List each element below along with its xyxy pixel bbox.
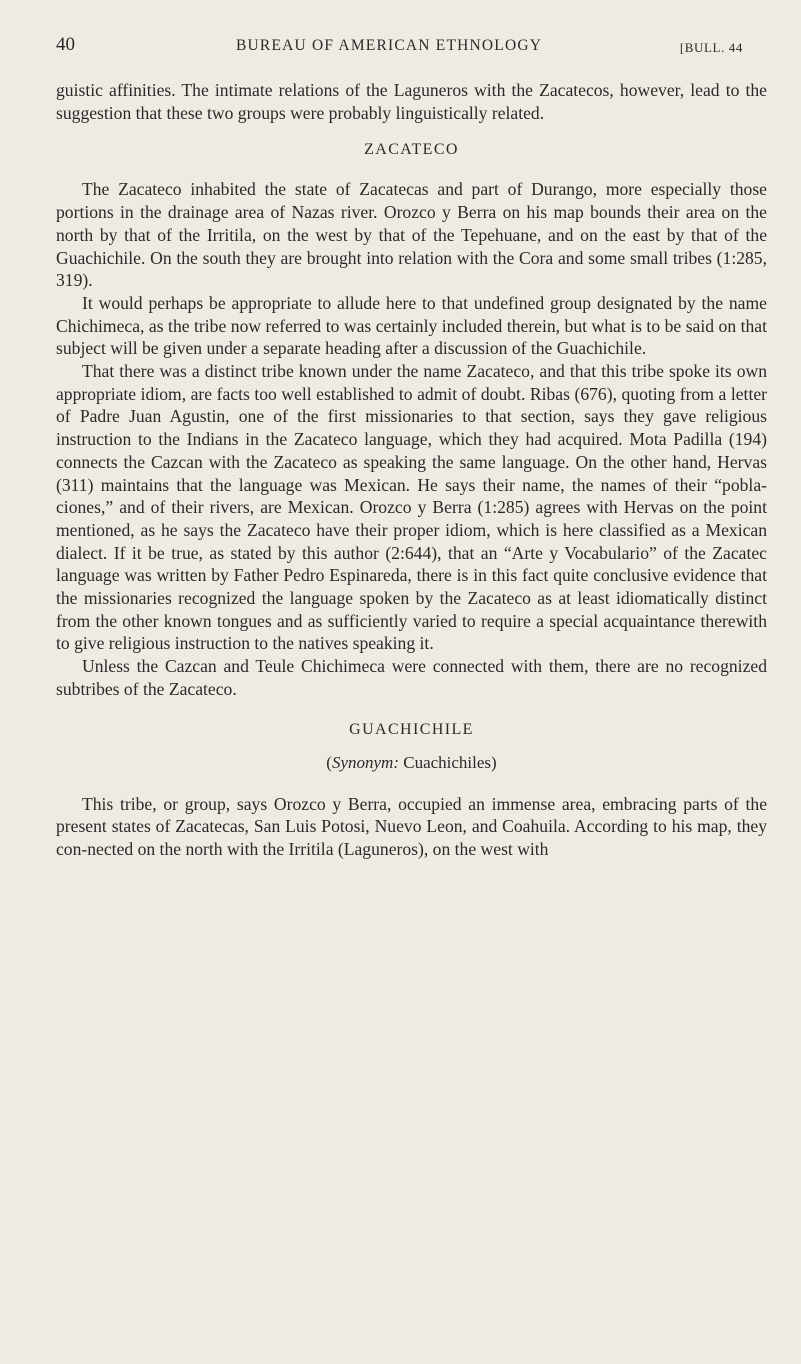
bulletin-reference: [BULL. 44 xyxy=(679,40,743,55)
intro-paragraph: guistic affinities. The intimate relations of the Laguneros with the Zacatecos, however, lead to the suggestion that these two groups were probably linguistically related. xyxy=(56,80,767,123)
synonym-value: Cuachichiles xyxy=(403,752,492,772)
section-title-guachichile: GUACHICHILE xyxy=(349,720,474,738)
guachichile-paragraph: This tribe, or group, says Orozco y Berra, occupied an immense area, embracing parts of the present states of Zacatecas, San Luis Potosi, Nuevo Leon, and Coahuila. According to his map, they con-nected on the north with the Irritila (Laguneros), on the west with xyxy=(56,793,767,859)
running-head: BUREAU OF AMERICAN ETHNOLOGY xyxy=(236,37,543,54)
zacateco-paragraph: It would perhaps be appropriate to allude here to that undefined group designated by the name Chichimeca, as the tribe now referred to was certainly included therein, but what is to be said on that subject will be given under a separate heading after a discussion of the Guachichile. xyxy=(56,292,767,359)
page-header xyxy=(56,34,765,60)
synonym-line: (Synonym: Cuachichiles) xyxy=(326,752,497,772)
zacateco-paragraph: The Zacateco inhabited the state of Zacatecas and part of Durango, more especially those portions in the drainage area of Nazas river. Orozco y Berra on his map bounds their area on the north by that of the Irritila, on the west by that of the Tepehuane, and on the east by that of the Guachichile. On the south they are brought into relation with the Cora and some small tribes (1:285, 319). xyxy=(56,179,767,291)
page-number: 40 xyxy=(56,34,75,55)
zacateco-paragraph: Unless the Cazcan and Teule Chichimeca were connected with them, there are no recognized subtribes of the Zacateco. xyxy=(56,656,767,699)
synonym-label: Synonym: xyxy=(331,752,399,772)
page-body xyxy=(56,79,767,861)
zacateco-paragraph: That there was a distinct tribe known under the name Zacateco, and that this tribe spoke its own appropriate idiom, are facts too well established to admit of doubt. Ribas (676), quoting from a letter of Padre Juan Agustin, one of the first missionaries to that section, says they gave religious instruction to the Indians in the Zacateco language, which they had acquired. Mota Padilla (194) connects the Cazcan with the Zacateco as speaking the same language. On the other hand, Hervas (311) maintains that the language was Mexican. He says their name, the names of their “pobla-ciones,” and of their rivers, are Mexican. Orozco y Berra (1:285) agrees with Hervas on the point mentioned, as he says the Zacateco have their proper idiom, which is here classified as a Mexican dialect. If it be true, as stated by this author (2:644), that an “Arte y Vocabulario” of the Zacatec language was written by Father Pedro Espinareda, there is in this fact quite conclusive evidence that the missionaries recognized the language spoken by the Zacateco as at least idiomatically distinct from the other known tongues and as sufficiently varied to require a special acquaintance therewith to give religious instruction to the natives speaking it. xyxy=(56,361,767,654)
section-title-zacateco: ZACATECO xyxy=(364,141,459,159)
